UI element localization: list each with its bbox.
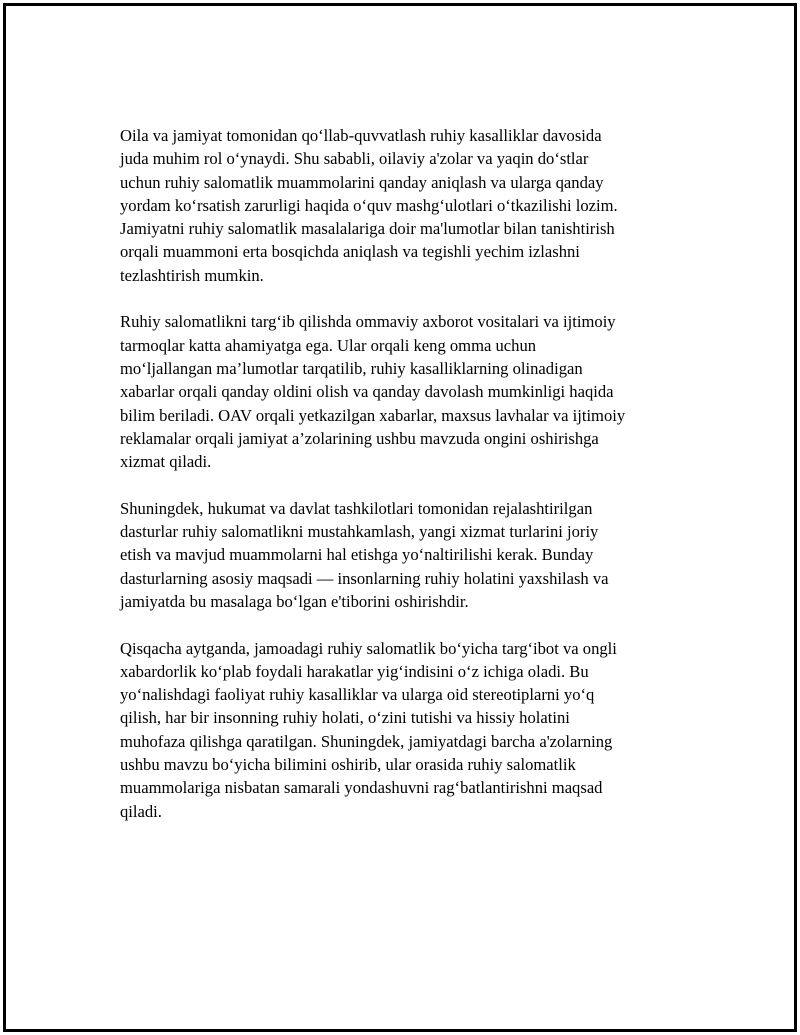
document-body — [120, 124, 710, 846]
page-frame — [3, 3, 797, 1032]
paragraph-3: Shuningdek, hukumat va davlat tashkilotlari tomonidan rejalashtirilgan dasturlar ruhiy salomatlikni mustahkamlash, yangi xizmat turlarini joriy etish va mavjud muammolarni hal etishga yo‘naltirilishi kerak. Bunday dasturlarning asosiy maqsadi — insonlarning ruhiy holatini yaxshilash va jamiyatda bu masalaga bo‘lgan e'tiborini oshirishdir. — [120, 498, 609, 611]
paragraph-4: Qisqacha aytganda, jamoadagi ruhiy salomatlik bo‘yicha targ‘ibot va ongli xabardorlik ko‘plab foydali harakatlar yig‘indisini o‘z ichiga oladi. Bu yo‘nalishdagi faoliyat ruhiy kasalliklar va ularga oid stereotiplarni yo‘q qilish, har bir insonning ruhiy holati, o‘zini tutishi va hissiy holatini muhofaza qilishga qaratilgan. Shuningdek, jamiyatdagi barcha a'zolarning ushbu mavzu bo‘yicha bilimini oshirib, ular orasida ruhiy salomatlik muammolariga nisbatan samarali yondashuvni rag‘batlantirishni maqsad qiladi. — [120, 638, 617, 821]
paragraph-2: Ruhiy salomatlikni targ‘ib qilishda ommaviy axborot vositalari va ijtimoiy tarmoqlar katta ahamiyatga ega. Ular orqali keng omma uchun mo‘ljallangan ma’lumotlar tarqatilib, ruhiy kasalliklarning olinadigan xabarlar orqali qanday oldini olish va qanday davolash mumkinligi haqida bilim beriladi. OAV orqali yetkazilgan xabarlar, maxsus lavhalar va ijtimoiy reklamalar orqali jamiyat a’zolarining ushbu mavzuda ongini oshirishga xizmat qiladi. — [120, 312, 626, 472]
paragraph-1: Oila va jamiyat tomonidan qo‘llab-quvvatlash ruhiy kasalliklar davosida juda muhim rol o‘ynaydi. Shu sababli, oilaviy a'zolar va yaqin do‘stlar uchun ruhiy salomatlik muammolarini qanday aniqlash va ularga qanday yordam ko‘rsatish zarurligi haqida o‘quv mashg‘ulotlari o‘tkazilishi lozim. Jamiyatni ruhiy salomatlik masalalariga doir ma'lumotlar bilan tanishtirish orqali muammoni erta bosqichda aniqlash va tegishli yechim izlashni tezlashtirish mumkin. — [120, 126, 618, 285]
